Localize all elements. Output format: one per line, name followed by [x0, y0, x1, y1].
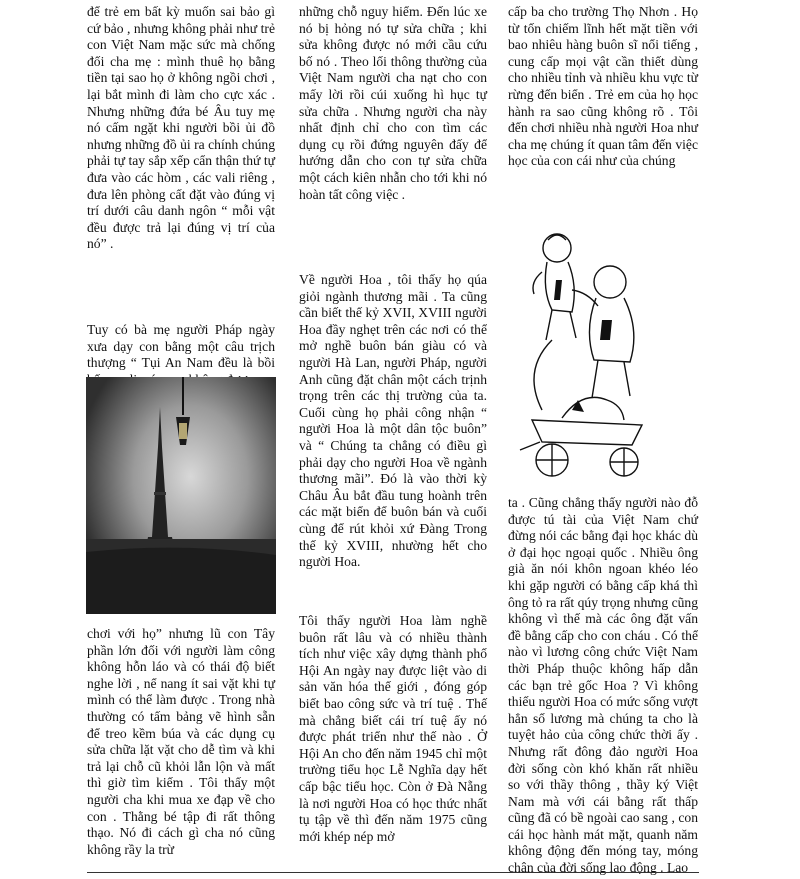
- column-1-paragraph-3: [87, 626, 275, 858]
- eiffel-tower-photo: [86, 377, 276, 614]
- column-1-paragraph-1: [87, 4, 275, 253]
- paragraph-text: Tôi thấy người Hoa làm nghề buôn rất lâu và có nhiều thành tích như việc xây dựng thành phố Hội An ngày nay được liệt vào di sản văn hóa thế giới , đóng góp biết bao công sức và trí tuệ . Thế mà chẳng biết cái trí tuệ ấy nó được phát triển như thế nào . Ở Hội An cho đến năm 1945 chỉ một trường tiểu học Lễ Nghĩa dạy hết cấp bậc tiểu học. Còn ở Đà Nẵng là nơi người Hoa có học thức nhất tụ tập về thì đến năm 1975 cũng mới khép nép mở: [299, 613, 487, 844]
- column-2-paragraph-3: [299, 613, 487, 845]
- paragraph-text: ta . Cũng chẳng thấy người nào đỗ được tú tài của Việt Nam chứ đừng nói các bằng đại học khác dù ở đại học ngoại quốc . Nhiều ông già ăn nói khôn ngoan khéo léo khi gặp người có bằng cấp khá thì ông tỏ ra rất qúy trọng nhưng cũng không vì thế mà các ông đặt vấn đề bằng cấp cho con cháu . Có thể nào vì lương công chức Việt Nam thời Pháp thuộc không hấp dẫn các bạn trẻ gốc Hoa ? Vì không thiếu người Hoa có mức sống vượt hẳn số lương mà chúng ta cho là tuyệt hảo của công chức thời ấy . Nhưng rất đông đảo người Hoa đời sống còn khó khăn rất nhiều so với thầy thông , thầy ký Việt Nam mà với cái bằng rất thấp cũng đã có bề ngoài cao sang , con cái học hành mát mặt, quanh năm không động đến móng tay, móng chân của đời sống lao động . Lao: [508, 495, 698, 876]
- paragraph-text: Tuy có bà mẹ người Pháp ngày xưa dạy con bằng một câu trịch thượng “ Tụi An Nam đều là bồi: [87, 322, 275, 371]
- column-2-paragraph-1: [299, 4, 487, 203]
- column-3-paragraph-1: [508, 4, 698, 170]
- column-2-paragraph-2: [299, 272, 487, 571]
- eiffel-tower-image: [86, 377, 276, 614]
- paragraph-text: cấp ba cho trường Thọ Nhơn . Họ từ tốn chiếm lĩnh hết mặt tiền với bao nhiêu hàng buôn sĩ nổi tiếng , cung cấp mọi vật cần thiết dùng cho nhiều tỉnh và nhiều khu vực từ rừng đến biển . Trẻ em của họ học hành ra sao cũng không rõ . Tôi đến chơi nhiều nhà người Hoa như cha mẹ chúng ít quan tâm đến việc học của con cái như của chúng: [508, 4, 698, 169]
- paragraph-text: để trẻ em bất kỳ muốn sai bảo gì cứ bảo , nhưng không phải như trẻ con Việt Nam mặc sức mà chống đối cha mẹ : mình thuê họ bằng tiền tại sao họ ở không ngồi chơi , lại bắt mình đi làm cho cực xác . Nhưng những đứa bé Âu tuy mẹ nó cấm ngặt khi người bồi ủi đồ nhưng những đồ ủi ra chính chúng phải tự tay sắp xếp cẩn thận thứ tự đưa vào các hòm , các vali riêng , đưa lên phòng cất đặt vào đúng vị trí dưới câu danh ngôn “ mỗi vật đều được trả lại đúng vị trí của nó” .: [87, 4, 275, 252]
- paragraph-text: những chỗ nguy hiểm. Đến lúc xe nó bị hỏng nó tự sửa chữa ; khi sửa không được nó mới cầu cứu bố nó . Theo lối thông thường của Việt Nam người cha nạt cho con mấy lời rồi cúi xuống hì hục tự sửa chữa . Nhưng người cha này nhất định chỉ cho con tìm các dụng cụ rồi đứng nguyên đấy để hướng dẫn cho con tự sửa chữa một cách kiên nhẫn cho tới khi nó hoàn tất công việc .: [299, 4, 487, 202]
- paragraph-text: Về người Hoa , tôi thấy họ qúa giỏi ngành thương mãi . Ta cũng cần biết thế kỷ XVII, XVIII người Hoa đầy nghẹt trên các nơi có thể mở nghề buôn bán giàu có và người Hà Lan, người Pháp, người Anh cũng đặt chân một cách trịnh trọng trên các thị trường của ta. Cuối cùng họ phải công nhận “ người Hoa là một dân tộc buôn” và “ Chúng ta chẳng có điều gì phải dạy cho người Hoa về ngành thương mãi”. Đó là vào thời kỳ Châu Âu bắt đầu tung hoành trên các mặt biển để buôn bán và cuối cùng để rút khỏi xứ Đàng Trong thế kỷ XVIII, nhường hết cho người Hoa.: [299, 272, 487, 570]
- paragraph-text: chơi với họ” nhưng lũ con Tây phần lớn đối với người làm công không hỗn láo và có thái độ biết nghe lời , nể nang ít sai vặt khi tự mình có thể làm được . Trong nhà thường có tấm bảng vẽ hình sẵn để treo kềm búa và các dụng cụ sửa chữa lặt vặt cho dễ tìm và khi trả lại chỗ cũ khỏi lẫn lộn và mất thì giờ tìm kiếm . Tôi thấy một người cha khi mua xe đạp về cho con . Thằng bé tập đi rất thông thạo. Nó đi cách gì cha nó cũng không rầy la trừ: [87, 626, 275, 857]
- bottom-divider: [87, 872, 699, 873]
- column-3-paragraph-2: [508, 495, 698, 877]
- children-with-toy-cart-illustration: [512, 220, 662, 490]
